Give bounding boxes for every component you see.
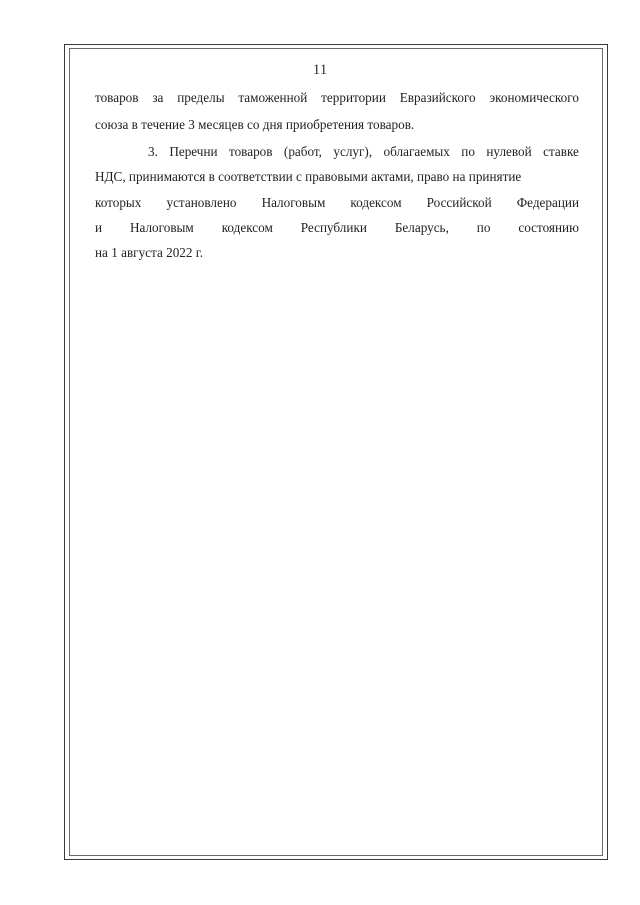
word: Федерации: [516, 195, 579, 210]
word: и: [95, 220, 103, 235]
word: облагаемых: [383, 144, 450, 159]
text-line: [148, 144, 579, 160]
word: Налоговым: [261, 195, 326, 210]
word: товаров: [228, 144, 273, 159]
word: экономического: [489, 90, 579, 105]
word: Налоговым: [129, 220, 194, 235]
word: кодексом: [350, 195, 402, 210]
word: Российской: [426, 195, 492, 210]
word: нулевой: [486, 144, 532, 159]
word: по: [461, 144, 475, 159]
word: Беларусь,: [394, 220, 449, 235]
word: кодексом: [221, 220, 273, 235]
text-line: на 1 августа 2022 г.: [95, 245, 203, 260]
text-line: НДС, принимаются в соответствии с правовыми актами, право на принятие: [95, 169, 522, 184]
word: Евразийского: [399, 90, 476, 105]
word: 3.: [148, 144, 158, 159]
word: (работ,: [283, 144, 322, 159]
word: таможенной: [238, 90, 308, 105]
word: пределы: [177, 90, 225, 105]
word: по: [476, 220, 491, 235]
word: товаров: [95, 90, 139, 105]
word: услуг),: [333, 144, 373, 159]
word: территории: [321, 90, 386, 105]
text-line: [95, 90, 579, 106]
word: Перечни: [169, 144, 218, 159]
text-line: союза в течение 3 месяцев со дня приобретения товаров.: [95, 117, 415, 132]
word: ставке: [543, 144, 579, 159]
word: Республики: [300, 220, 367, 235]
text-line: [95, 195, 579, 211]
word: состоянию: [518, 220, 579, 235]
page-number: 11: [312, 62, 328, 78]
word: за: [152, 90, 164, 105]
text-line: [95, 220, 579, 236]
word: установлено: [166, 195, 237, 210]
word: которых: [95, 195, 142, 210]
